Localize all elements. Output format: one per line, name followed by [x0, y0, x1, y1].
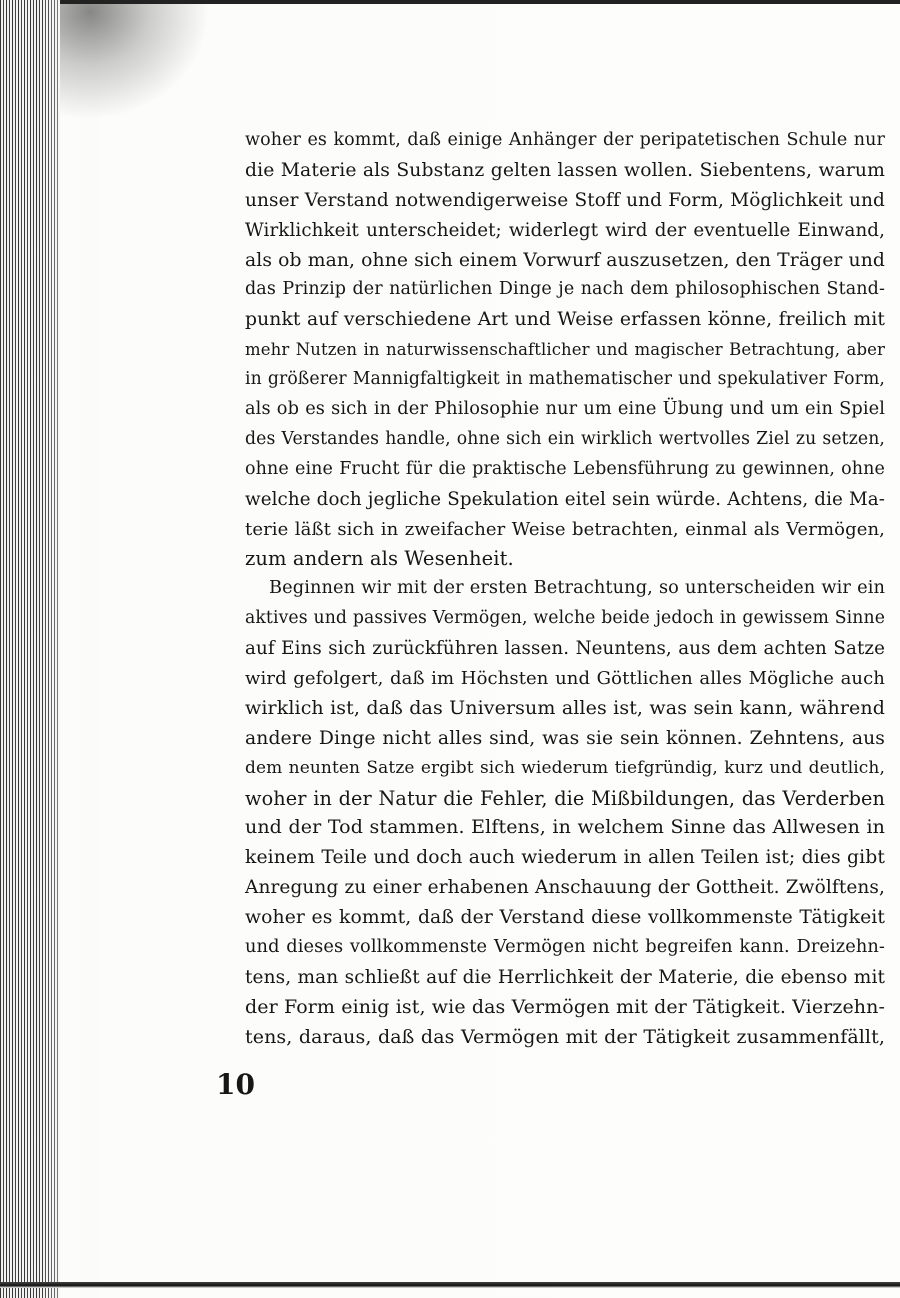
text-line: tens, daraus, daß das Vermögen mit der Tätigkeit zusammenfällt,: [245, 1025, 885, 1048]
text-line: in größerer Mannigfaltigkeit in mathematischer und spekulativer Form,: [245, 369, 885, 390]
text-line: ohne eine Frucht für die praktische Lebensführung zu gewinnen, ohne: [245, 458, 885, 479]
text-line: woher es kommt, daß einige Anhänger der peripatetischen Schule nur: [245, 130, 885, 150]
gutter-shadow: [40, 0, 100, 1298]
text-line: als ob es sich in der Philosophie nur um eine Übung und um ein Spiel: [245, 399, 885, 420]
text-line: des Verstandes handle, ohne sich ein wirklich wertvolles Ziel zu setzen,: [245, 428, 885, 449]
text-line: dem neunten Satze ergibt sich wiederum tiefgründig, kurz und deutlich,: [245, 757, 885, 778]
text-line: und dieses vollkommenste Vermögen nicht begreifen kann. Dreizehn-: [245, 937, 885, 958]
text-line: terie läßt sich in zweifacher Weise betrachten, einmal als Vermögen,: [245, 518, 885, 540]
paragraph-1: [245, 126, 885, 574]
text-line: mehr Nutzen in naturwissenschaftlicher und magischer Betrachtung, aber: [245, 340, 885, 360]
text-line: Wirklichkeit unterscheidet; widerlegt wird der eventuelle Einwand,: [245, 219, 885, 241]
text-line: der Form einig ist, wie das Vermögen mit der Tätigkeit. Vierzehn-: [245, 995, 885, 1018]
text-line: als ob man, ohne sich einem Vorwurf auszusetzen, den Träger und: [245, 249, 885, 271]
text-line: woher es kommt, daß der Verstand diese vollkommenste Tätigkeit: [245, 907, 885, 929]
body-text: [245, 126, 885, 1053]
text-line: tens, man schließt auf die Herrlichkeit der Materie, die ebenso mit: [245, 966, 885, 988]
top-edge: [60, 0, 900, 4]
page-number: 10: [216, 1068, 255, 1101]
text-line: wirklich ist, daß das Universum alles ist, was sein kann, während: [245, 696, 885, 719]
text-line: andere Dinge nicht alles sind, was sie sein können. Zehntens, aus: [245, 727, 885, 749]
text-line: welche doch jegliche Spekulation eitel sein würde. Achtens, die Ma-: [245, 488, 885, 510]
text-line: das Prinzip der natürlichen Dinge je nach dem philosophischen Stand-: [245, 279, 885, 300]
text-line: zum andern als Wesenheit.: [245, 547, 514, 571]
text-line: und der Tod stammen. Elftens, in welchem Sinne das Allwesen in: [245, 816, 885, 839]
bottom-edge: [0, 1282, 900, 1288]
text-line: Beginnen wir mit der ersten Betrachtung, so unterscheiden wir ein: [269, 578, 885, 599]
text-line: keinem Teile und doch auch wiederum in allen Teilen ist; dies gibt: [245, 847, 885, 869]
text-line: punkt auf verschiedene Art und Weise erfassen könne, freilich mit: [245, 309, 885, 331]
text-line: Anregung zu einer erhabenen Anschauung der Gottheit. Zwölftens,: [245, 877, 885, 899]
text-line: aktives und passives Vermögen, welche beide jedoch in gewissem Sinne: [245, 608, 885, 629]
text-line: unser Verstand notwendigerweise Stoff und Form, Möglichkeit und: [245, 189, 885, 211]
scan-smudge: [60, 0, 210, 120]
text-line: wird gefolgert, daß im Höchsten und Göttlichen alles Mögliche auch: [245, 668, 885, 690]
paragraph-2: [245, 574, 885, 1052]
text-line: auf Eins sich zurückführen lassen. Neuntens, aus dem achten Satze: [245, 638, 885, 660]
text-line: woher in der Natur die Fehler, die Mißbildungen, das Verderben: [245, 786, 885, 810]
text-line: die Materie als Substanz gelten lassen wollen. Siebentens, warum: [245, 159, 885, 181]
